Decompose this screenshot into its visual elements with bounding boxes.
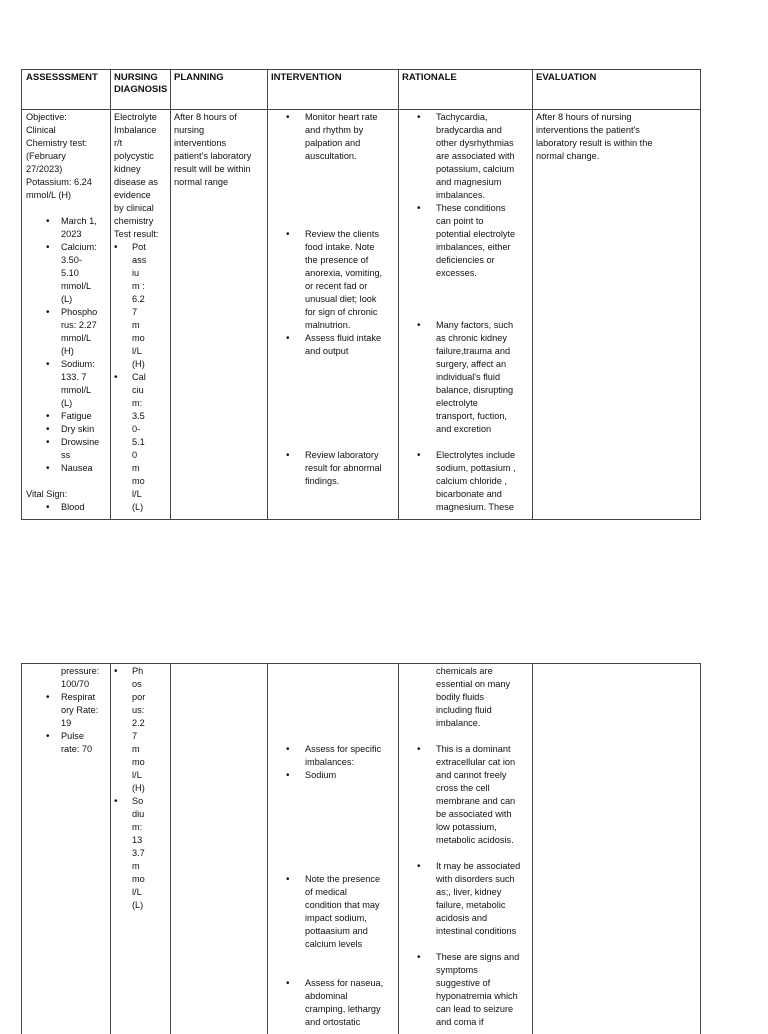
- list-item: • Phospho rus: 2.27 mmol/L (H): [26, 306, 110, 358]
- text-line: After 8 hours of: [174, 112, 237, 122]
- list-item: • So diu m: 13 3.7 m mo l/L (L): [98, 795, 170, 912]
- care-plan-table-page-2: [21, 663, 701, 1034]
- intervention-list: [268, 977, 398, 1029]
- list-item: • Calcium: 3.50- 5.10 mmol/L (L): [26, 241, 110, 306]
- text-line: normal change.: [536, 151, 600, 161]
- planning-cell: [174, 111, 266, 189]
- list-item: • Monitor heart rate and rhythm by palpation and auscultation.: [268, 111, 398, 163]
- text-line: Objective:: [26, 112, 67, 122]
- list-item: • Review the clients food intake. Note the presence of anorexia, vomiting, or recent fad or unusual diet; look for sign of chronic malnutrion.: [268, 228, 398, 332]
- text-line: polycystic: [114, 151, 154, 161]
- vital-sign-label: Vital Sign:: [26, 489, 68, 499]
- care-plan-table-page-1: [21, 69, 701, 520]
- list-item: • These are signs and symptoms suggestive of hyponatremia which can lead to seizure and coma if: [399, 951, 532, 1029]
- text-line: interventions the patient's: [536, 125, 640, 135]
- list-item: • Sodium: 133. 7 mmol/L (L): [26, 358, 110, 410]
- list-item: • Pulse rate: 70: [26, 730, 110, 756]
- column-divider: [170, 70, 171, 519]
- text-line: Imbalance: [114, 125, 157, 135]
- intervention-cell: [268, 111, 398, 488]
- intervention-cell-continued: [268, 743, 398, 1029]
- rationale-cell-continued: [399, 665, 532, 1029]
- text-line: laboratory result is within the: [536, 138, 653, 148]
- list-item: • It may be associated with disorders such as;, liver, kidney failure, metabolic acidosis and intestinal conditions: [399, 860, 532, 938]
- list-item: • Ph os por us: 2.2 7 m mo l/L (H): [98, 665, 170, 795]
- header-nursing-diagnosis-line2: DIAGNOSIS: [114, 84, 168, 95]
- list-item: pressure: 100/70: [61, 666, 100, 689]
- list-item: • Note the presence of medical condition that may impact sodium, pottaasium and calcium levels: [268, 873, 398, 951]
- intervention-list: [268, 228, 398, 358]
- list-item: • Cal ciu m: 3.5 0- 5.1 0 m mo l/L (L): [98, 371, 170, 514]
- list-item: • Blood: [26, 501, 110, 514]
- header-evaluation: EVALUATION: [536, 72, 597, 83]
- intervention-list: [268, 873, 398, 951]
- text-line: Electrolyte: [114, 112, 157, 122]
- diagnosis-list: [98, 665, 170, 912]
- text-line: Test result:: [114, 229, 159, 239]
- diagnosis-cell: [114, 111, 170, 514]
- text-line: After 8 hours of nursing: [536, 112, 632, 122]
- list-item: • Fatigue: [26, 410, 110, 423]
- header-divider: [22, 109, 700, 110]
- header-nursing-diagnosis-line1: NURSING: [114, 72, 158, 83]
- list-item: • Drowsine ss: [26, 436, 110, 462]
- text-line: r/t: [114, 138, 123, 148]
- rationale-list: [399, 111, 532, 280]
- list-item: • Review laboratory result for abnormal findings.: [268, 449, 398, 488]
- text-line: (February: [26, 151, 66, 161]
- list-item: • Assess for naseua, abdominal cramping, lethargy and ortostatic: [268, 977, 398, 1029]
- list-item: • These conditions can point to potential electrolyte imbalances, either deficiencies or excesses.: [399, 202, 532, 280]
- rationale-list: [399, 743, 532, 847]
- list-item: • Electrolytes include sodium, pottasium , calcium chloride , bicarbonate and magnesium. These: [399, 449, 532, 514]
- list-item: • Nausea: [26, 462, 110, 475]
- list-item: • This is a dominant extracellular cat ion and cannot freely cross the cell membrane and can be associated with low potassium, metabolic acidosis.: [399, 743, 532, 847]
- text-line: Potassium: 6.24: [26, 177, 92, 187]
- column-divider: [532, 70, 533, 519]
- list-item: • Pot ass iu m : 6.2 7 m mo l/L (H): [98, 241, 170, 371]
- text-line: Clinical: [26, 125, 56, 135]
- intervention-list: [268, 449, 398, 488]
- list-item: • Many factors, such as chronic kidney failure,trauma and surgery, affect an individual's fluid balance, disrupting electrolyte transport, fuction, and excretion: [399, 319, 532, 436]
- list-item: • Respirat ory Rate: 19: [26, 691, 110, 730]
- text-line: normal range: [174, 177, 229, 187]
- text-line: chemistry: [114, 216, 154, 226]
- rationale-lead: chemicals are essential on many bodily fluids including fluid imbalance.: [436, 666, 511, 728]
- text-line: kidney: [114, 164, 141, 174]
- header-planning: PLANNING: [174, 72, 224, 83]
- list-item: • March 1, 2023: [26, 215, 110, 241]
- text-line: Chemistry test:: [26, 138, 88, 148]
- rationale-cell: [399, 111, 532, 514]
- column-divider: [532, 664, 533, 1034]
- text-line: patient's laboratory: [174, 151, 252, 161]
- text-line: nursing: [174, 125, 205, 135]
- text-line: 27/2023): [26, 164, 63, 174]
- text-line: evidence: [114, 190, 151, 200]
- rationale-list: [399, 319, 532, 436]
- rationale-list: [399, 860, 532, 938]
- list-item: • Tachycardia, bradycardia and other dysrhythmias are associated with potassium, calcium and magnesium imbalances.: [399, 111, 532, 202]
- text-line: result will be within: [174, 164, 251, 174]
- header-nursing-diagnosis: [114, 72, 167, 96]
- text-line: interventions: [174, 138, 227, 148]
- list-item: • Dry skin: [26, 423, 110, 436]
- rationale-list: [399, 449, 532, 514]
- diagnosis-cell-continued: [114, 665, 170, 912]
- evaluation-cell: [536, 111, 696, 163]
- header-assessment: ASSESSSMENT: [26, 72, 98, 83]
- text-line: disease as: [114, 177, 158, 187]
- assessment-intro: [26, 111, 110, 202]
- rationale-list: [399, 951, 532, 1029]
- header-rationale: RATIONALE: [402, 72, 457, 83]
- intervention-list: [268, 111, 398, 163]
- list-item: • Assess fluid intake and output: [268, 332, 398, 358]
- list-item: • Sodium: [268, 769, 398, 782]
- list-item: • Assess for specific imbalances:: [268, 743, 398, 769]
- diagnosis-list: [98, 241, 170, 514]
- text-line: mmol/L (H): [26, 190, 72, 200]
- column-divider: [170, 664, 171, 1034]
- text-line: by clinical: [114, 203, 154, 213]
- intervention-list: [268, 743, 398, 782]
- header-intervention: INTERVENTION: [271, 72, 342, 83]
